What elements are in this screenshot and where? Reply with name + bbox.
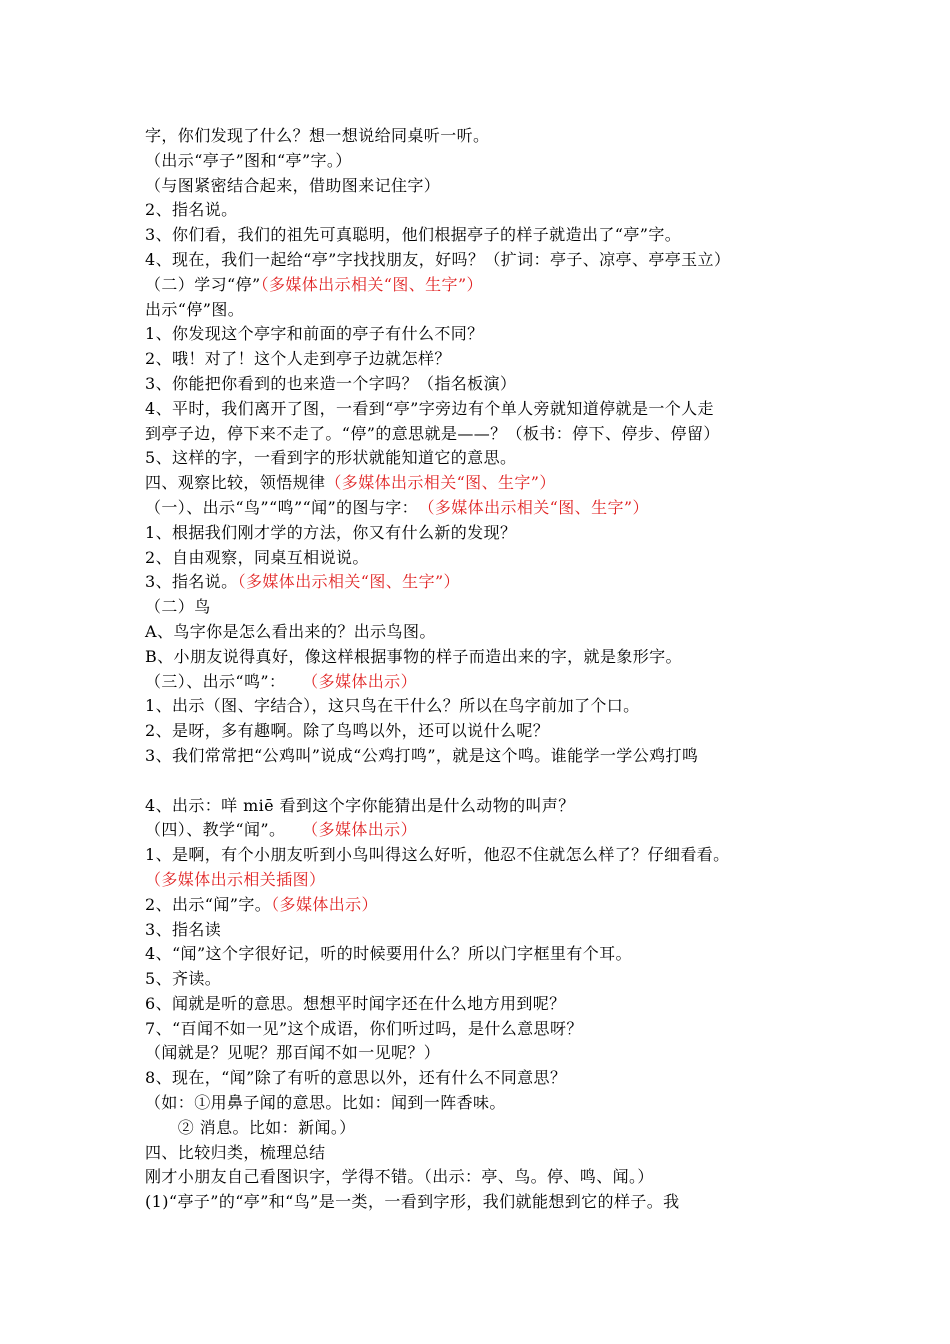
- text-line: [145, 1091, 825, 1116]
- line-text: 4、“闻”这个字很好记，听的时候要用什么？所以门字框里有个耳。: [145, 944, 632, 964]
- line-text: A、鸟字你是怎么看出来的？出示鸟图。: [145, 621, 436, 641]
- text-line: [145, 273, 825, 298]
- text-line: [145, 794, 825, 819]
- text-line: [145, 149, 825, 174]
- text-line: [145, 719, 825, 744]
- line-text: 5、这样的字，一看到字的形状就能知道它的意思。: [145, 448, 517, 468]
- multimedia-note: （多媒体出示相关“图、生字”）: [426, 497, 649, 517]
- line-text: 4、平时，我们离开了图，一看到“亭”字旁边有个单人旁就知道停就是一个人走: [145, 398, 714, 418]
- line-text: 2、是呀，多有趣啊。除了鸟鸣以外，还可以说什么呢？: [145, 721, 550, 741]
- line-text: B、小朋友说得真好，像这样根据事物的样子而造出来的字，就是象形字。: [145, 646, 682, 666]
- text-line: [145, 1116, 825, 1141]
- line-text: 1、是啊，有个小朋友听到小鸟叫得这么好听，他忍不住就怎么样了？仔细看看。: [145, 845, 730, 865]
- line-text: 3、你们看，我们的祖先可真聪明，他们根据亭子的样子就造出了“亭”字。: [145, 225, 682, 245]
- line-text: 3、指名说。: [145, 572, 238, 592]
- text-line: [145, 521, 825, 546]
- text-line: [145, 918, 825, 943]
- text-line: [145, 471, 825, 496]
- line-text: 2、出示“闻”字。: [145, 894, 272, 914]
- text-line: [145, 1141, 825, 1166]
- text-line: [145, 595, 825, 620]
- line-text: 2、自由观察，同桌互相说说。: [145, 547, 369, 567]
- multimedia-note: （多媒体出示相关“图、生字”）: [237, 572, 460, 592]
- text-line: [145, 298, 825, 323]
- line-text: 1、出示（图、字结合），这只鸟在干什么？所以在鸟字前加了个口。: [145, 696, 640, 716]
- line-text: （三）、出示“鸣”：: [145, 671, 311, 691]
- line-text: 4、出示：咩 miē 看到这个字你能猜出是什么动物的叫声？: [145, 795, 575, 815]
- line-text: （二）学习“停”: [145, 274, 261, 294]
- line-text: ② 消息。比如：新闻。）: [145, 1117, 356, 1137]
- text-line: [145, 620, 825, 645]
- line-text: 5、齐读。: [145, 969, 222, 989]
- line-text: （一）、出示“鸟”“鸣”“闻”的图与字：: [145, 497, 427, 517]
- line-text: （与图紧密结合起来，借助图来记住字）: [145, 175, 441, 195]
- line-text: 3、我们常常把“公鸡叫”说成“公鸡打鸣”，就是这个鸣。谁能学一学公鸡打鸣: [145, 745, 699, 765]
- line-text: 2、哦！对了！这个人走到亭子边就怎样？: [145, 349, 451, 369]
- line-text: 字，你们发现了什么？想一想说给同桌听一听。: [145, 126, 490, 145]
- line-text: (1)“亭子”的“亭”和“鸟”是一类，一看到字形，我们就能想到它的样子。我: [145, 1192, 680, 1212]
- text-line: [145, 645, 825, 670]
- line-text: 四、比较归类，梳理总结: [145, 1142, 326, 1162]
- text-line: [145, 893, 825, 918]
- multimedia-note: （多媒体出示）: [271, 894, 378, 914]
- text-line: [145, 868, 825, 893]
- text-line: [145, 372, 825, 397]
- text-line: [145, 1066, 825, 1091]
- line-text: 3、指名读: [145, 919, 222, 939]
- text-line: [145, 496, 825, 521]
- text-line: [145, 843, 825, 868]
- text-line: [145, 818, 825, 843]
- line-text: 1、你发现这个亭字和前面的亭子有什么不同？: [145, 324, 484, 344]
- line-text: 到亭子边，停下来不走了。“停”的意思就是——？（板书：停下、停步、停留）: [145, 423, 720, 443]
- text-line: [145, 397, 825, 422]
- text-line: [145, 422, 825, 447]
- text-line: [145, 967, 825, 992]
- text-line: [145, 198, 825, 223]
- text-line: [145, 1165, 825, 1190]
- line-text: （二）鸟: [145, 597, 211, 617]
- line-text: 四、观察比较，领悟规律: [145, 473, 326, 493]
- line-text: （闻就是？见呢？那百闻不如一见呢？）: [145, 1043, 441, 1063]
- text-line: [145, 570, 825, 595]
- multimedia-note: （多媒体出示）: [310, 820, 417, 840]
- line-text: 2、指名说。: [145, 200, 238, 220]
- multimedia-note: （多媒体出示相关“图、生字”）: [260, 274, 483, 294]
- line-text: 6、闻就是听的意思。想想平时闻字还在什么地方用到呢？: [145, 993, 566, 1013]
- text-line: [145, 223, 825, 248]
- text-line: [145, 174, 825, 199]
- line-text: 1、根据我们刚才学的方法，你又有什么新的发现？: [145, 522, 517, 542]
- text-line: [145, 942, 825, 967]
- text-line: [145, 347, 825, 372]
- text-line: [145, 744, 825, 769]
- line-text: 7、“百闻不如一见”这个成语，你们听过吗，是什么意思呀？: [145, 1018, 583, 1038]
- multimedia-note: （多媒体出示）: [310, 671, 417, 691]
- text-line: [145, 992, 825, 1017]
- line-text: 4、现在，我们一起给“亭”字找找朋友，好吗？（扩词：亭子、凉亭、亭亭玉立）: [145, 249, 731, 269]
- text-line: [145, 1041, 825, 1066]
- text-line: [145, 322, 825, 347]
- line-text: （如：①用鼻子闻的意思。比如：闻到一阵香味。: [145, 1093, 506, 1113]
- line-text: 出示“停”图。: [145, 299, 245, 319]
- text-line: [145, 694, 825, 719]
- line-text: （四）、教学“闻”。: [145, 820, 311, 840]
- blank-line: [145, 769, 825, 794]
- text-line: [145, 1190, 825, 1215]
- line-text: 3、你能把你看到的也来造一个字吗？（指名板演）: [145, 373, 517, 393]
- document-body: [145, 124, 825, 1215]
- line-text: 8、现在，“闻”除了有听的意思以外，还有什么不同意思？: [145, 1068, 567, 1088]
- text-line: [145, 248, 825, 273]
- text-line: [145, 124, 825, 149]
- line-text: （出示“亭子”图和“亭”字。）: [145, 150, 352, 170]
- multimedia-note: （多媒体出示相关插图）: [145, 869, 326, 889]
- text-line: [145, 546, 825, 571]
- text-line: [145, 1017, 825, 1042]
- text-line: [145, 670, 825, 695]
- text-line: [145, 446, 825, 471]
- multimedia-note: （多媒体出示相关“图、生字”）: [325, 473, 556, 493]
- line-text: 刚才小朋友自己看图识字，学得不错。（出示：亭、鸟。停、鸣、闻。）: [145, 1167, 654, 1187]
